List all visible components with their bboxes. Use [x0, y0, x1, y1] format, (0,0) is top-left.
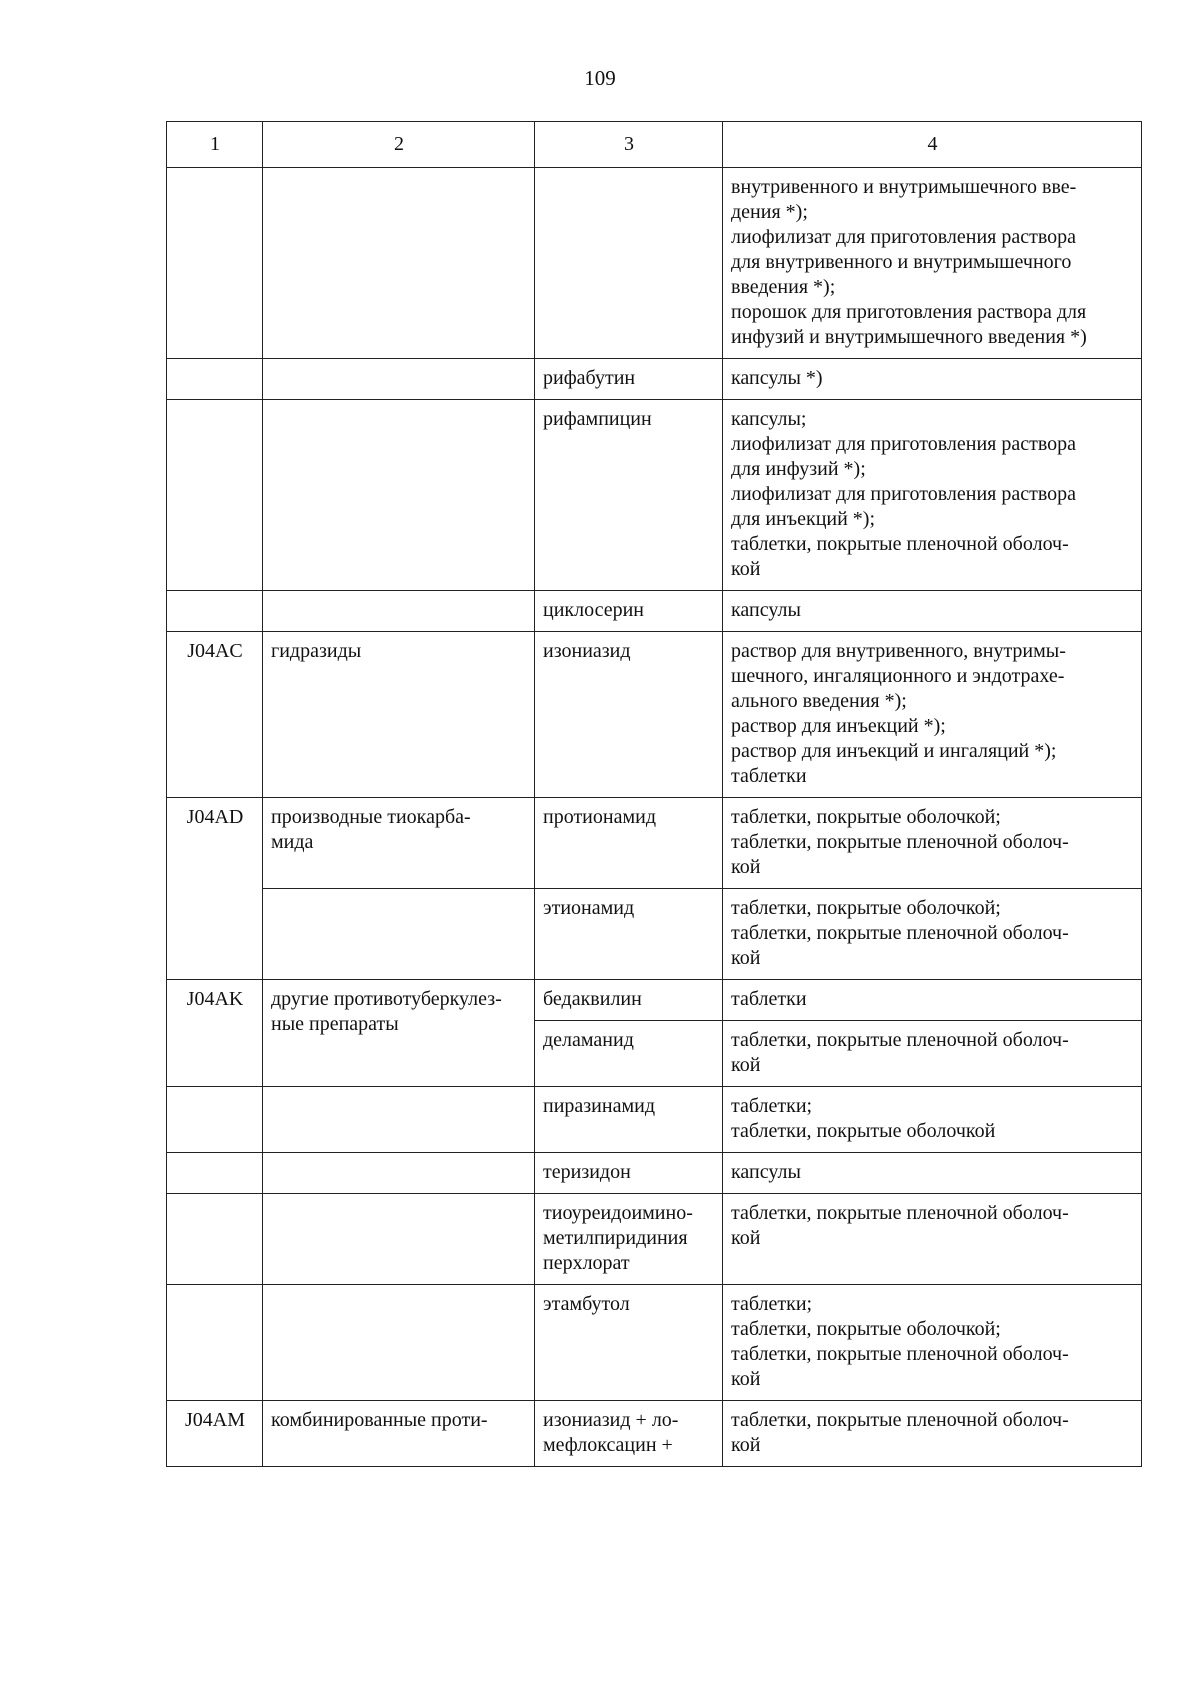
atc-code-cell	[167, 1285, 263, 1401]
table-row	[167, 359, 1142, 400]
atc-code-cell	[167, 168, 263, 359]
table-row	[167, 889, 1142, 980]
atc-code-cell	[167, 591, 263, 632]
forms-cell: внутривенного и внутримышечного вве- дения *); лиофилизат для приготовления раствора для внутривенного и внутримышечного введения *); порошок для приготовления раствора для инфузий и внутримышечного введения *)	[723, 168, 1142, 359]
drug-cell: деламанид	[535, 1021, 723, 1087]
table-row	[167, 1401, 1142, 1467]
drug-cell: бедаквилин	[535, 980, 723, 1021]
table-row	[167, 400, 1142, 591]
atc-code-cell: J04AC	[167, 632, 263, 798]
forms-cell: капсулы	[723, 591, 1142, 632]
drug-table	[166, 121, 1142, 1467]
table-row	[167, 798, 1142, 889]
forms-cell: таблетки, покрытые оболочкой; таблетки, покрытые пленочной оболоч- кой	[723, 889, 1142, 980]
forms-cell: таблетки, покрытые пленочной оболоч- кой	[723, 1194, 1142, 1285]
page-number: 109	[584, 66, 616, 90]
forms-cell: капсулы *)	[723, 359, 1142, 400]
header-cell: 4	[723, 122, 1142, 168]
drug-cell: изониазид + ло- мефлоксацин +	[535, 1401, 723, 1467]
drug-cell	[535, 168, 723, 359]
drug-cell: тиоуреидоимино- метилпиридиния перхлорат	[535, 1194, 723, 1285]
drug-cell: протионамид	[535, 798, 723, 889]
atc-code-cell: J04AD	[167, 798, 263, 980]
drug-cell: этамбутол	[535, 1285, 723, 1401]
forms-cell: раствор для внутривенного, внутримы- шечного, ингаляционного и эндотрахе- ального введения *); раствор для инъекций *); раствор для инъекций и ингаляций *); таблетки	[723, 632, 1142, 798]
header-cell: 1	[167, 122, 263, 168]
group-cell	[263, 1153, 535, 1194]
drug-cell: циклосерин	[535, 591, 723, 632]
forms-cell: таблетки, покрытые пленочной оболоч- кой	[723, 1401, 1142, 1467]
table-row	[167, 1087, 1142, 1153]
group-cell	[263, 359, 535, 400]
atc-code-cell	[167, 359, 263, 400]
table-row	[167, 168, 1142, 359]
forms-cell: таблетки	[723, 980, 1142, 1021]
header-cell: 2	[263, 122, 535, 168]
group-cell: другие противотуберкулез- ные препараты	[263, 980, 535, 1087]
atc-code-cell	[167, 1087, 263, 1153]
atc-code-cell	[167, 1153, 263, 1194]
group-cell: гидразиды	[263, 632, 535, 798]
group-cell	[263, 168, 535, 359]
forms-cell: капсулы; лиофилизат для приготовления раствора для инфузий *); лиофилизат для приготовления раствора для инъекций *); таблетки, покрытые пленочной оболоч- кой	[723, 400, 1142, 591]
drug-cell: рифабутин	[535, 359, 723, 400]
table-row	[167, 1285, 1142, 1401]
table-row	[167, 1194, 1142, 1285]
group-cell	[263, 1285, 535, 1401]
group-cell: производные тиокарба- мида	[263, 798, 535, 889]
forms-cell: капсулы	[723, 1153, 1142, 1194]
atc-code-cell: J04AK	[167, 980, 263, 1087]
group-cell: комбинированные проти-	[263, 1401, 535, 1467]
atc-code-cell	[167, 400, 263, 591]
atc-code-cell: J04AM	[167, 1401, 263, 1467]
group-cell	[263, 591, 535, 632]
drug-cell: этионамид	[535, 889, 723, 980]
drug-cell: изониазид	[535, 632, 723, 798]
table-row	[167, 980, 1142, 1021]
group-cell	[263, 1087, 535, 1153]
table-row	[167, 591, 1142, 632]
drug-cell: теризидон	[535, 1153, 723, 1194]
forms-cell: таблетки; таблетки, покрытые оболочкой; таблетки, покрытые пленочной оболоч- кой	[723, 1285, 1142, 1401]
table-row	[167, 632, 1142, 798]
drug-cell: пиразинамид	[535, 1087, 723, 1153]
drug-cell: рифампицин	[535, 400, 723, 591]
group-cell	[263, 889, 535, 980]
group-cell	[263, 400, 535, 591]
atc-code-cell	[167, 1194, 263, 1285]
forms-cell: таблетки, покрытые пленочной оболоч- кой	[723, 1021, 1142, 1087]
header-cell: 3	[535, 122, 723, 168]
forms-cell: таблетки, покрытые оболочкой; таблетки, покрытые пленочной оболоч- кой	[723, 798, 1142, 889]
table-row	[167, 1153, 1142, 1194]
forms-cell: таблетки; таблетки, покрытые оболочкой	[723, 1087, 1142, 1153]
table-header-row	[167, 122, 1142, 168]
group-cell	[263, 1194, 535, 1285]
